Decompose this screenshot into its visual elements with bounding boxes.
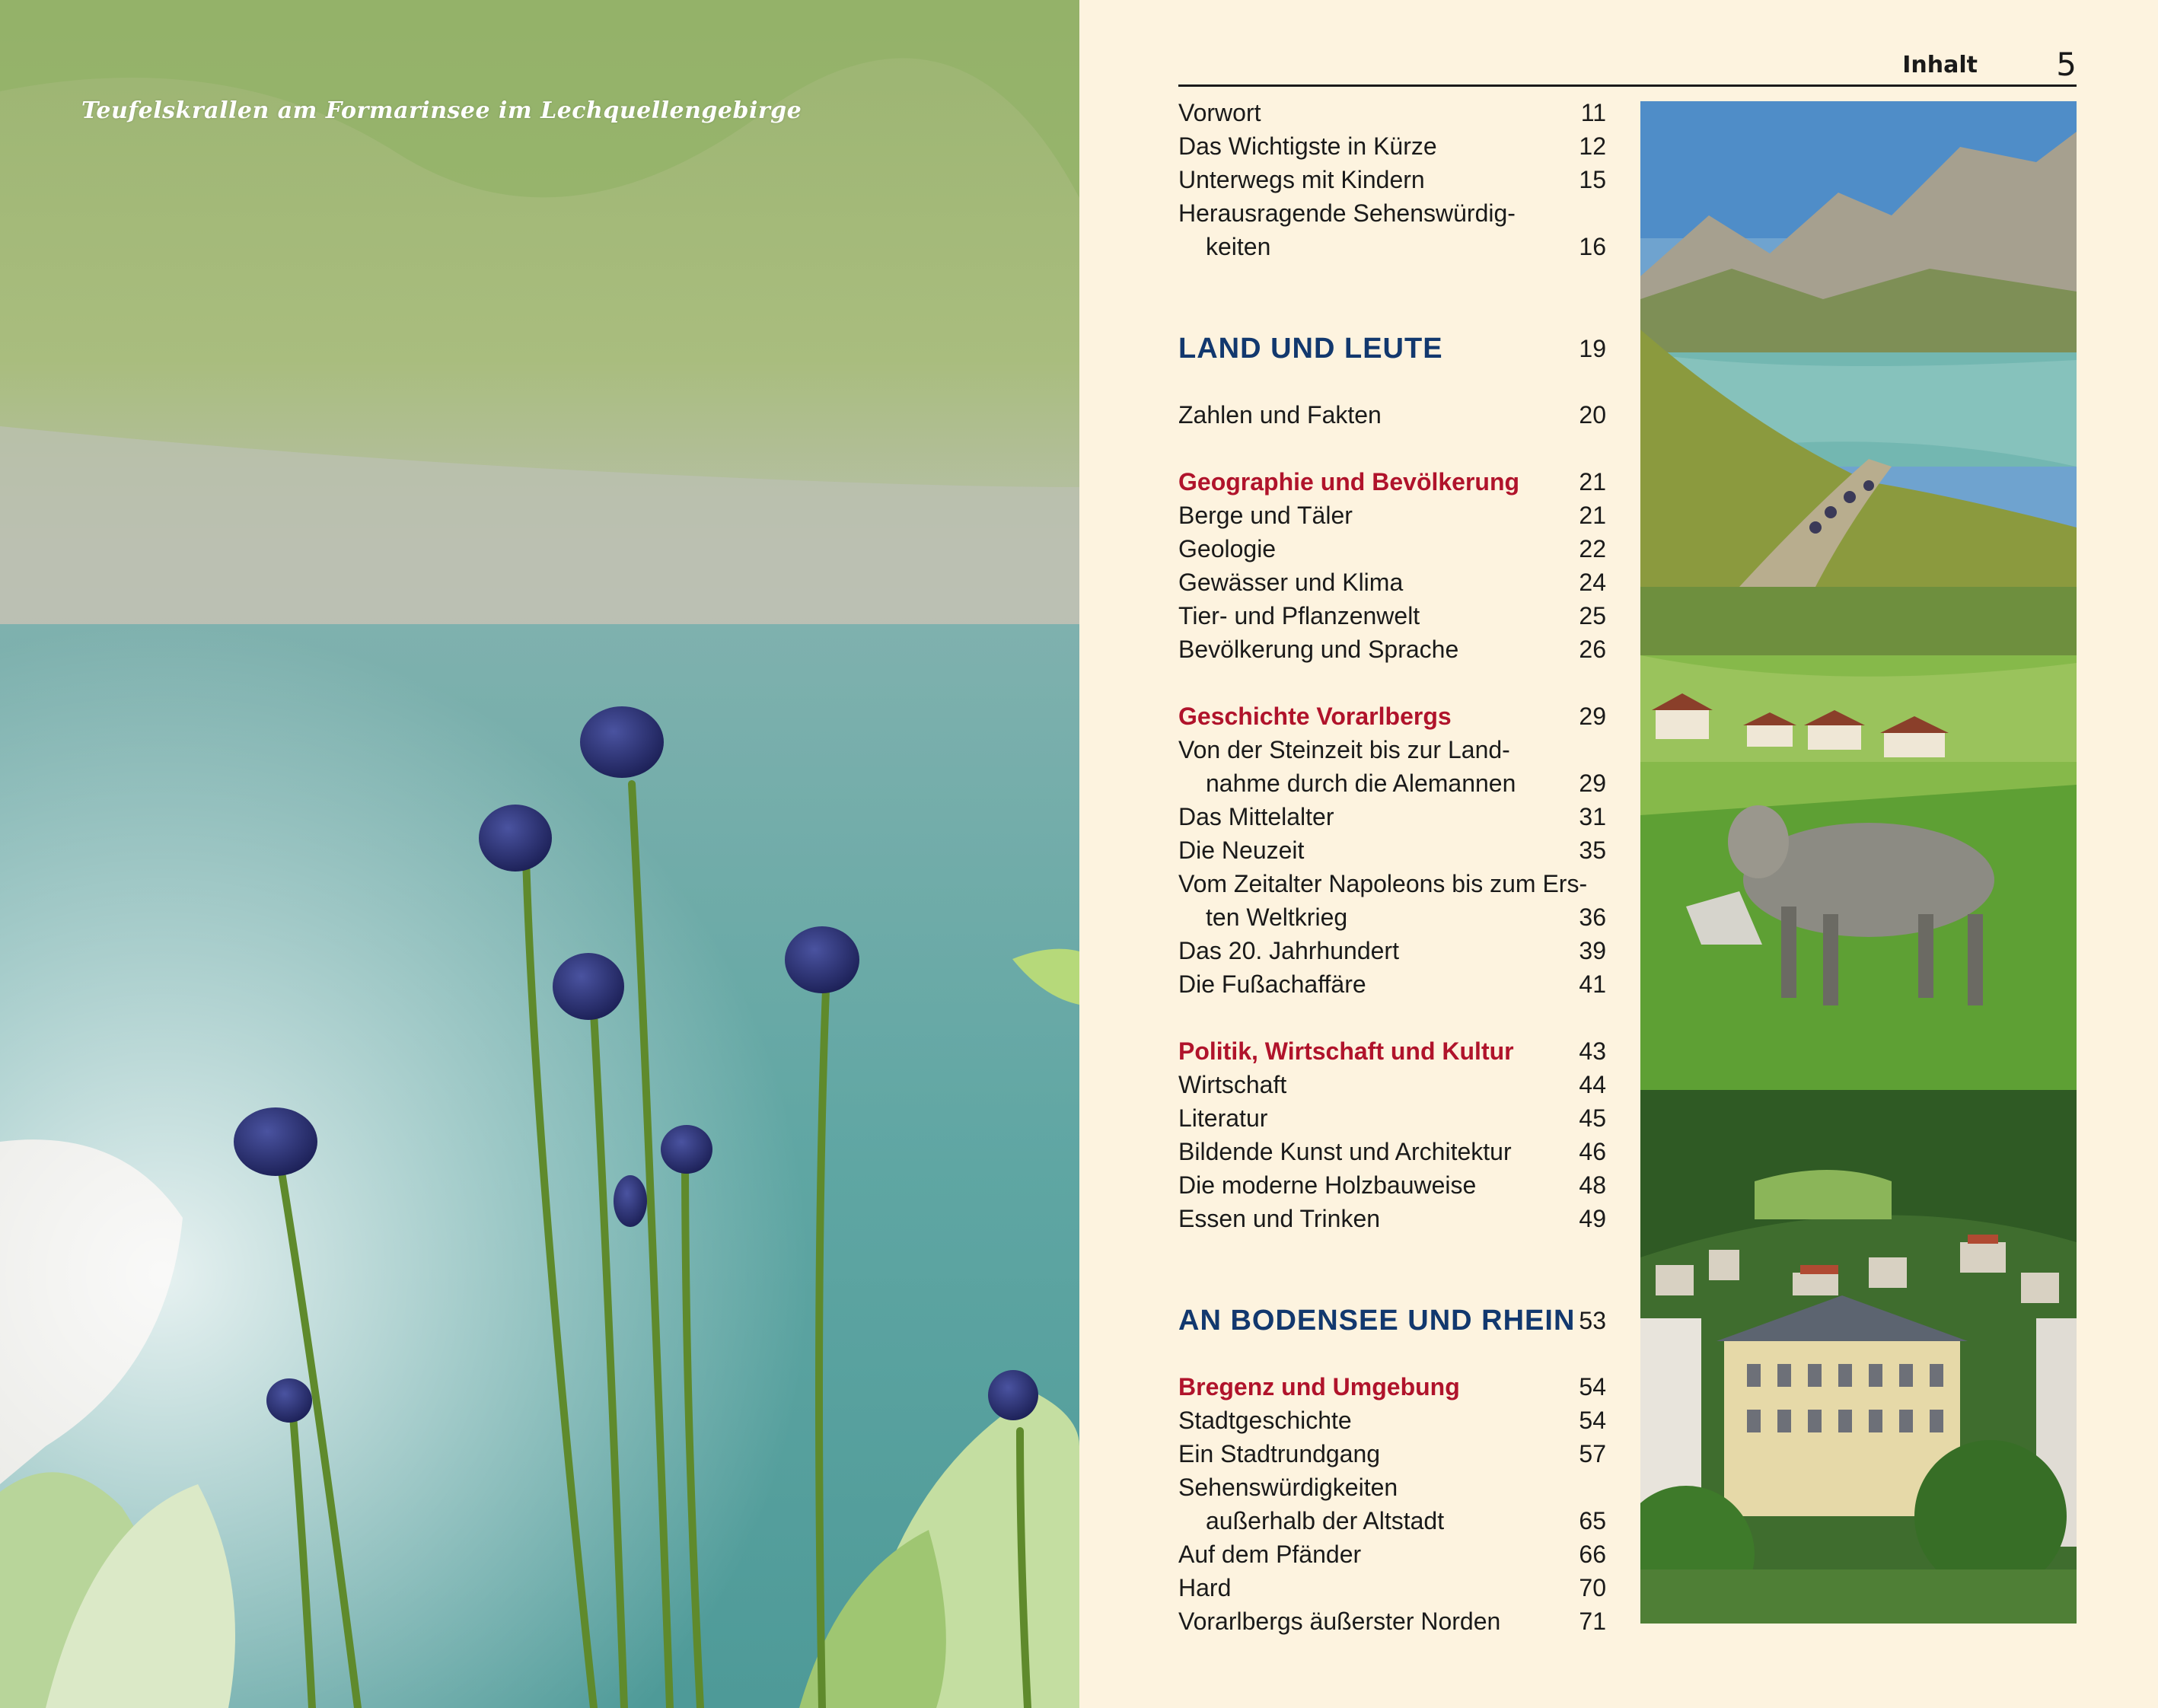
toc-entry[interactable]: ten Weltkrieg 36	[1206, 903, 1606, 931]
toc-entry[interactable]: außerhalb der Altstadt 65	[1206, 1507, 1606, 1534]
toc-section-heading[interactable]: Geschichte Vorarlbergs 29	[1178, 703, 1606, 730]
photo-caption: Teufelskrallen am Formarinsee im Lechquellengebirge	[81, 97, 802, 124]
toc-chapter-heading[interactable]: LAND UND LEUTE 19	[1178, 333, 1606, 365]
toc-entry[interactable]: Sehenswürdigkeiten	[1178, 1474, 1398, 1501]
toc-entry[interactable]: nahme durch die Alemannen 29	[1206, 770, 1606, 797]
toc-entry[interactable]: Die Fußachaffäre 41	[1178, 970, 1606, 998]
toc-entry[interactable]: Das Wichtigste in Kürze 12	[1178, 132, 1606, 160]
mountain-lake-photo	[1640, 101, 2077, 587]
cow-meadow-photo	[1640, 587, 2077, 1090]
toc-entry[interactable]: Bevölkerung und Sprache 26	[1178, 636, 1606, 663]
toc-entry[interactable]: Vorwort 11	[1178, 99, 1606, 126]
toc-entry[interactable]: Die moderne Holzbauweise 48	[1178, 1171, 1606, 1199]
running-head	[1178, 46, 2077, 84]
toc-entry[interactable]: Wirtschaft 44	[1178, 1071, 1606, 1098]
bregenz-town-photo	[1640, 1090, 2077, 1624]
toc-entry[interactable]: Hard 70	[1178, 1574, 1606, 1601]
running-title: Inhalt	[1902, 52, 1978, 78]
toc-section-heading[interactable]: Bregenz und Umgebung 54	[1178, 1373, 1606, 1400]
toc-entry[interactable]: Geologie 22	[1178, 535, 1606, 562]
toc-entry[interactable]: Das 20. Jahrhundert 39	[1178, 937, 1606, 964]
toc-entry[interactable]: Herausragende Sehenswürdig-	[1178, 199, 1516, 227]
header-rule	[1178, 84, 2077, 87]
toc-section-heading[interactable]: Politik, Wirtschaft und Kultur 43	[1178, 1037, 1606, 1065]
table-of-contents	[1178, 96, 1606, 1638]
toc-entry[interactable]: Das Mittelalter 31	[1178, 803, 1606, 830]
toc-entry[interactable]: Tier- und Pflanzenwelt 25	[1178, 602, 1606, 629]
page-number: 5	[2056, 46, 2077, 83]
toc-section-heading[interactable]: Geographie und Bevölkerung 21	[1178, 468, 1606, 496]
toc-entry[interactable]: Unterwegs mit Kindern 15	[1178, 166, 1606, 193]
toc-entry[interactable]: Vom Zeitalter Napoleons bis zum Ers-	[1178, 870, 1588, 897]
photo-strip	[1640, 101, 2077, 1624]
toc-entry[interactable]: Stadtgeschichte 54	[1178, 1407, 1606, 1434]
toc-entry[interactable]: Vorarlbergs äußerster Norden 71	[1178, 1608, 1606, 1635]
toc-entry[interactable]: Die Neuzeit 35	[1178, 836, 1606, 864]
toc-entry[interactable]: Ein Stadtrundgang 57	[1178, 1440, 1606, 1467]
toc-entry[interactable]: keiten 16	[1206, 233, 1606, 260]
toc-entry[interactable]: Essen und Trinken 49	[1178, 1205, 1606, 1232]
toc-entry[interactable]: Von der Steinzeit bis zur Land-	[1178, 736, 1510, 763]
toc-entry[interactable]: Gewässer und Klima 24	[1178, 569, 1606, 596]
toc-entry[interactable]: Bildende Kunst und Architektur 46	[1178, 1138, 1606, 1165]
toc-chapter-heading[interactable]: AN BODENSEE UND RHEIN 53	[1178, 1305, 1606, 1337]
toc-entry[interactable]: Auf dem Pfänder 66	[1178, 1541, 1606, 1568]
toc-entry[interactable]: Berge und Täler 21	[1178, 502, 1606, 529]
toc-entry[interactable]: Zahlen und Fakten 20	[1178, 401, 1606, 429]
toc-entry[interactable]: Literatur 45	[1178, 1104, 1606, 1132]
